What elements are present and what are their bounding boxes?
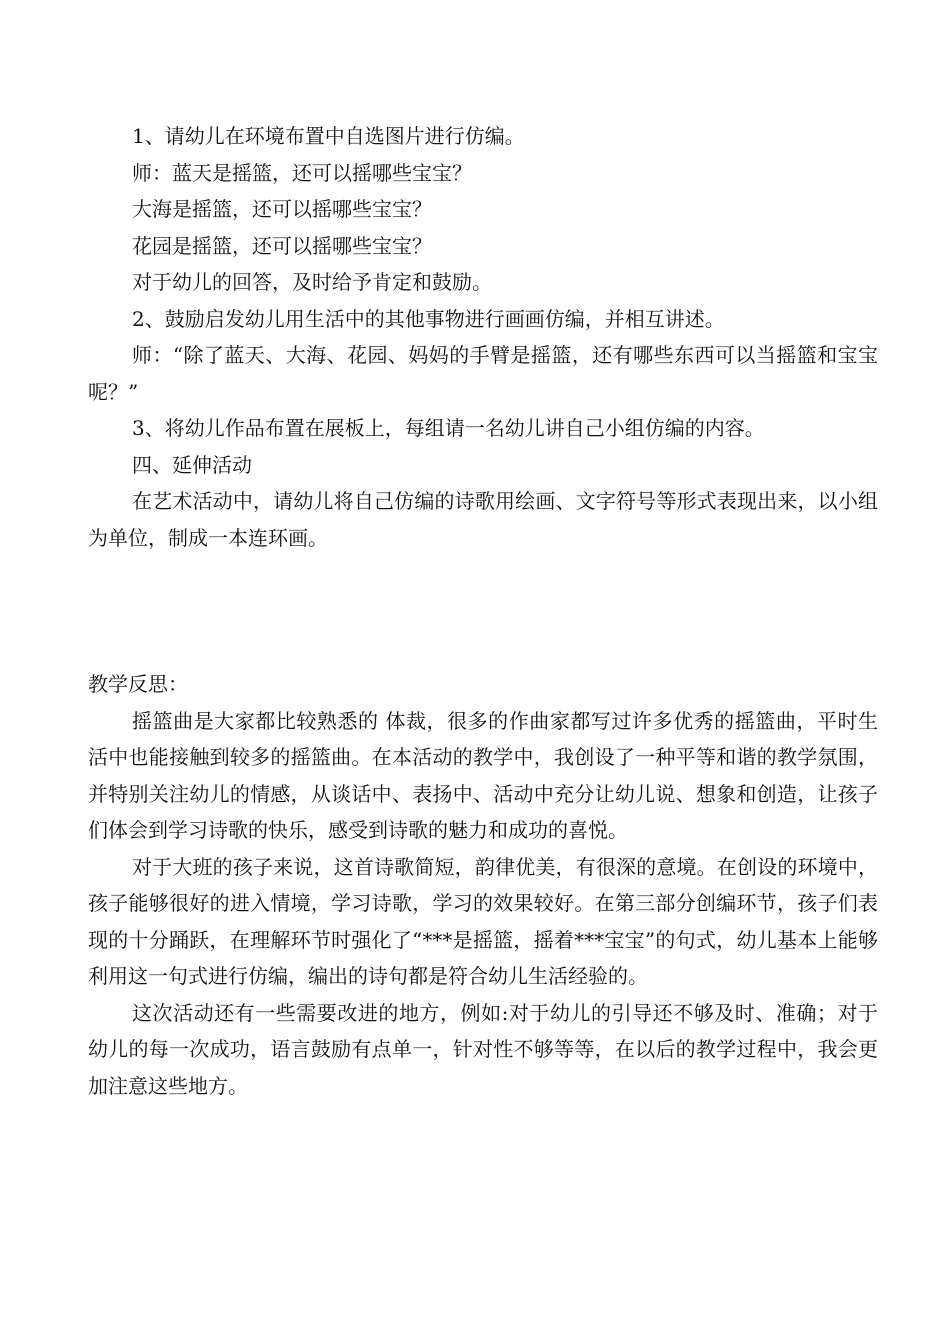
- step-1-paragraph: 1、请幼儿在环境布置中自选图片进行仿编。: [132, 124, 525, 148]
- reflection-paragraph: 摇篮曲是大家都比较熟悉的 体裁，很多的作曲家都写过许多优秀的摇篮曲，平时生活中也能接触到较多的摇篮曲。在本活动的教学中，我创设了一种平等和谐的教学氛围，并特别关注幼儿的情感，从谈话中、表扬中、活动中充分让幼儿说、想象和创造，让孩子们体会到学习诗歌的快乐，感受到诗歌的魅力和成功的喜悦。: [88, 708, 878, 842]
- activity-section: [88, 118, 878, 556]
- feedback-paragraph: 对于幼儿的回答，及时给予肯定和鼓励。: [132, 270, 492, 294]
- reflection-section: [88, 666, 878, 1104]
- reflection-paragraph: 对于大班的孩子来说，这首诗歌简短，韵律优美，有很深的意境。在创设的环境中，孩子能够很好的进入情境，学习诗歌，学习的效果较好。在第三部分创编环节，孩子们表现的十分踊跃，在理解环节时强化了“***是摇篮，摇着***宝宝”的句式，幼儿基本上能够利用这一句式进行仿编，编出的诗句都是符合幼儿生活经验的。: [88, 854, 878, 988]
- question-sea: 大海是摇篮，还可以摇哪些宝宝？: [132, 197, 432, 221]
- reflection-paragraph: 这次活动还有一些需要改进的地方，例如:对于幼儿的引导还不够及时、准确；对于幼儿的每一次成功，语言鼓励有点单一，针对性不够等等，在以后的教学过程中，我会更加注意这些地方。: [88, 1000, 878, 1098]
- teacher-question-sky: 师：蓝天是摇篮，还可以摇哪些宝宝？: [132, 160, 472, 185]
- step-2-paragraph: 2、鼓励启发幼儿用生活中的其他事物进行画画仿编，并相互讲述。: [132, 306, 725, 331]
- teacher-question-other: 师：“除了蓝天、大海、花园、妈妈的手臂是摇篮，还有哪些东西可以当摇篮和宝宝呢？”: [88, 343, 878, 404]
- question-garden: 花园是摇篮，还可以摇哪些宝宝？: [132, 233, 432, 258]
- extension-paragraph: 在艺术活动中，请幼儿将自己仿编的诗歌用绘画、文字符号等形式表现出来，以小组为单位，制成一本连环画。: [88, 489, 878, 550]
- step-3-paragraph: 3、将幼儿作品布置在展板上，每组请一名幼儿讲自己小组仿编的内容。: [132, 416, 765, 440]
- extension-heading: 四、延伸活动: [132, 452, 252, 477]
- reflection-heading: 教学反思：: [88, 672, 188, 696]
